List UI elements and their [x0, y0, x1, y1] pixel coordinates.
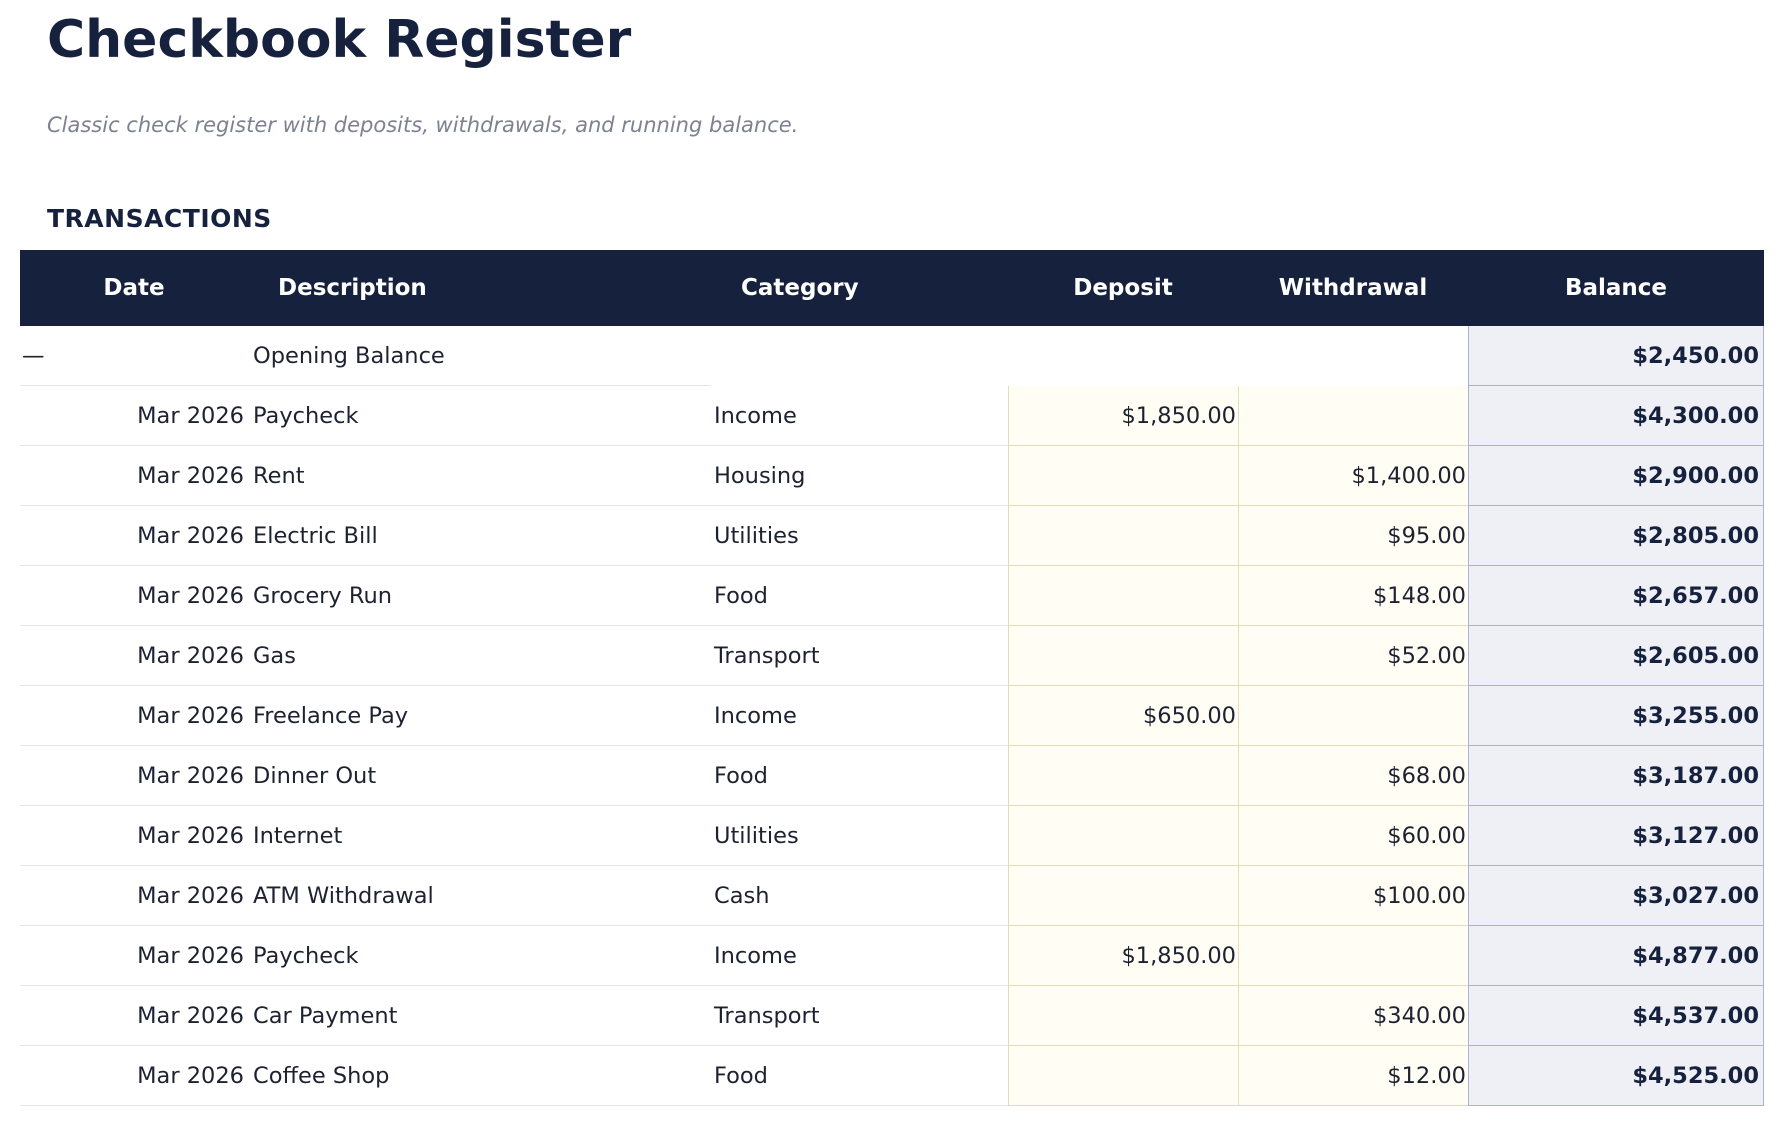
withdrawal-cell — [1238, 686, 1468, 746]
table-row — [20, 926, 1764, 986]
table-row — [20, 986, 1764, 1046]
category-cell: Income — [711, 386, 1008, 446]
opening-balance-row — [20, 326, 1764, 386]
date-cell: Mar 2026 — [20, 506, 248, 566]
table-row — [20, 686, 1764, 746]
opening-category — [711, 326, 1008, 386]
header-description: Description — [278, 275, 427, 301]
deposit-cell — [1008, 806, 1238, 866]
description-cell: Gas — [248, 626, 711, 686]
page-subtitle: Classic check register with deposits, withdrawals, and running balance. — [47, 113, 799, 137]
header-date: Date — [103, 275, 165, 301]
balance-cell: $4,877.00 — [1468, 926, 1764, 986]
withdrawal-cell: $148.00 — [1238, 566, 1468, 626]
date-cell: Mar 2026 — [20, 566, 248, 626]
deposit-cell — [1008, 626, 1238, 686]
date-cell: Mar 2026 — [20, 866, 248, 926]
date-cell: Mar 2026 — [20, 1046, 248, 1106]
category-cell: Income — [711, 686, 1008, 746]
balance-cell: $3,027.00 — [1468, 866, 1764, 926]
description-cell: Internet — [248, 806, 711, 866]
withdrawal-cell: $68.00 — [1238, 746, 1468, 806]
description-cell: Dinner Out — [248, 746, 711, 806]
balance-cell: $2,900.00 — [1468, 446, 1764, 506]
balance-cell: $4,537.00 — [1468, 986, 1764, 1046]
deposit-cell — [1008, 446, 1238, 506]
category-cell: Income — [711, 926, 1008, 986]
deposit-cell: $1,850.00 — [1008, 926, 1238, 986]
header-deposit: Deposit — [1073, 275, 1173, 301]
table-row — [20, 566, 1764, 626]
balance-cell: $4,525.00 — [1468, 1046, 1764, 1106]
description-cell: ATM Withdrawal — [248, 866, 711, 926]
category-cell: Utilities — [711, 806, 1008, 866]
date-cell: Mar 2026 — [20, 686, 248, 746]
date-cell: Mar 2026 — [20, 626, 248, 686]
description-cell: Paycheck — [248, 386, 711, 446]
deposit-cell — [1008, 746, 1238, 806]
deposit-cell — [1008, 866, 1238, 926]
balance-cell: $2,805.00 — [1468, 506, 1764, 566]
withdrawal-cell: $12.00 — [1238, 1046, 1468, 1106]
balance-cell: $2,657.00 — [1468, 566, 1764, 626]
deposit-cell — [1008, 506, 1238, 566]
date-cell: Mar 2026 — [20, 926, 248, 986]
date-cell: Mar 2026 — [20, 986, 248, 1046]
withdrawal-cell: $60.00 — [1238, 806, 1468, 866]
date-cell: Mar 2026 — [20, 386, 248, 446]
deposit-cell: $1,850.00 — [1008, 386, 1238, 446]
table-row — [20, 1046, 1764, 1106]
table-row — [20, 866, 1764, 926]
withdrawal-cell: $52.00 — [1238, 626, 1468, 686]
category-cell: Utilities — [711, 506, 1008, 566]
balance-cell: $2,605.00 — [1468, 626, 1764, 686]
table-row — [20, 506, 1764, 566]
deposit-cell — [1008, 986, 1238, 1046]
category-cell: Food — [711, 566, 1008, 626]
opening-balance: $2,450.00 — [1468, 326, 1764, 386]
opening-withdrawal — [1238, 326, 1468, 386]
opening-deposit — [1008, 326, 1238, 386]
table-row — [20, 626, 1764, 686]
withdrawal-cell — [1238, 386, 1468, 446]
category-cell: Transport — [711, 626, 1008, 686]
header-category: Category — [741, 275, 859, 301]
opening-description: Opening Balance — [248, 326, 711, 386]
withdrawal-cell: $95.00 — [1238, 506, 1468, 566]
withdrawal-cell: $1,400.00 — [1238, 446, 1468, 506]
deposit-cell: $650.00 — [1008, 686, 1238, 746]
balance-cell: $3,127.00 — [1468, 806, 1764, 866]
opening-date: — — [20, 326, 248, 386]
table-row — [20, 746, 1764, 806]
table-row — [20, 386, 1764, 446]
table-row — [20, 446, 1764, 506]
category-cell: Food — [711, 1046, 1008, 1106]
category-cell: Cash — [711, 866, 1008, 926]
description-cell: Car Payment — [248, 986, 711, 1046]
table-header — [20, 250, 1764, 326]
balance-cell: $3,187.00 — [1468, 746, 1764, 806]
section-heading: TRANSACTIONS — [47, 204, 272, 233]
description-cell: Coffee Shop — [248, 1046, 711, 1106]
description-cell: Freelance Pay — [248, 686, 711, 746]
deposit-cell — [1008, 1046, 1238, 1106]
balance-cell: $3,255.00 — [1468, 686, 1764, 746]
category-cell: Food — [711, 746, 1008, 806]
withdrawal-cell: $340.00 — [1238, 986, 1468, 1046]
table-row — [20, 806, 1764, 866]
page-title: Checkbook Register — [47, 10, 632, 70]
transactions-table — [20, 250, 1764, 1106]
header-withdrawal: Withdrawal — [1278, 275, 1428, 301]
category-cell: Transport — [711, 986, 1008, 1046]
header-balance: Balance — [1564, 275, 1668, 301]
date-cell: Mar 2026 — [20, 446, 248, 506]
deposit-cell — [1008, 566, 1238, 626]
date-cell: Mar 2026 — [20, 746, 248, 806]
date-cell: Mar 2026 — [20, 806, 248, 866]
withdrawal-cell: $100.00 — [1238, 866, 1468, 926]
balance-cell: $4,300.00 — [1468, 386, 1764, 446]
description-cell: Grocery Run — [248, 566, 711, 626]
withdrawal-cell — [1238, 926, 1468, 986]
category-cell: Housing — [711, 446, 1008, 506]
description-cell: Rent — [248, 446, 711, 506]
description-cell: Electric Bill — [248, 506, 711, 566]
description-cell: Paycheck — [248, 926, 711, 986]
